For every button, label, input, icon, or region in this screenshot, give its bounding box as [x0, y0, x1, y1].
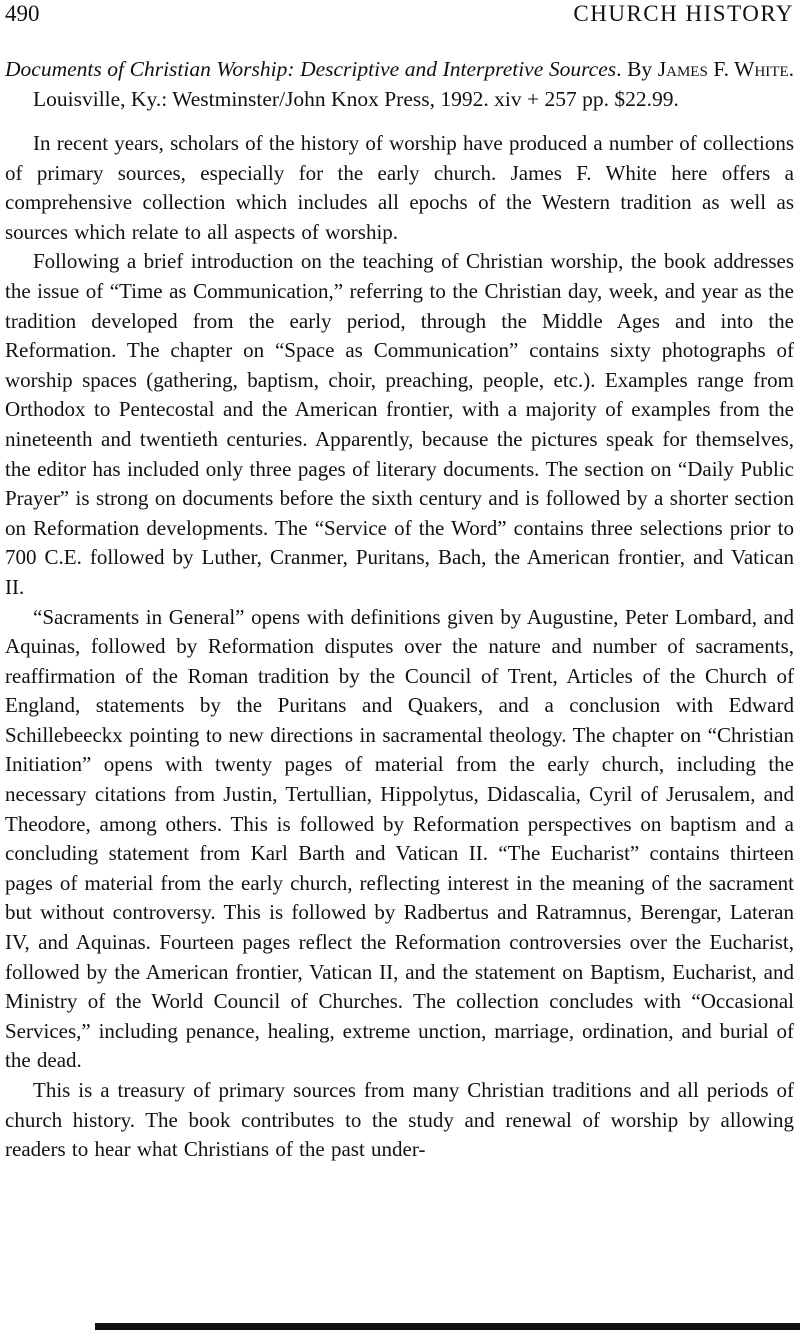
review-paragraph-2: Following a brief introduction on the teaching of Christian worship, the book addresses the issue of “Time as Communication,” referring to the Christian day, week, and year as the tradition developed from the early period, through the Middle Ages and into the Reformation. The chapter on “Space as Communication” contains sixty photographs of worship spaces (gathering, baptism, choir, preaching, people, etc.). Examples range from Orthodox to Pentecostal and the American frontier, with a majority of examples from the nineteenth and twentieth centuries. Apparently, because the pictures speak for themselves, the editor has included only three pages of literary documents. The section on “Daily Public Prayer” is strong on documents before the sixth century and is followed by a shorter section on Reformation developments. The “Service of the Word” contains three selections prior to 700 C.E. followed by Luther, Cranmer, Puritans, Bach, the American frontier, and Vatican II.	[5, 249, 794, 599]
citation-by-text: . By	[616, 57, 658, 81]
review-paragraph-1: In recent years, scholars of the history of worship have produced a number of collections of primary sources, especially for the early church. James F. White here offers a comprehensive collection which includes all epochs of the Western tradition as well as sources which relate to all aspects of worship.	[5, 131, 795, 244]
citation-publication: . Louisville, Ky.: Westminster/John Knox Press, 1992. xiv + 257 pp. $22.99.	[33, 57, 794, 111]
book-citation	[5, 54, 794, 114]
page-number: 490	[5, 1, 40, 26]
journal-title: CHURCH HISTORY	[573, 1, 794, 26]
page-header	[5, 2, 794, 26]
book-author: James F. White	[657, 57, 789, 81]
review-body	[5, 129, 794, 1165]
review-paragraph-4: This is a treasury of primary sources from many Christian traditions and all periods of church history. The book contributes to the study and renewal of worship by allowing readers to hear what Christians of the past under-	[5, 1078, 794, 1162]
book-title: Documents of Christian Worship: Descriptive and Interpretive Sources	[5, 57, 617, 81]
page-bottom-cutoff-artifact	[95, 1323, 800, 1330]
review-paragraph-3: “Sacraments in General” opens with definitions given by Augustine, Peter Lombard, and Aquinas, followed by Reformation disputes over the nature and number of sacraments, reaffirmation of the Roman tradition by the Council of Trent, Articles of the Church of England, statements by the Puritans and Quakers, and a conclusion with Edward Schillebeeckx pointing to new directions in sacramental theology. The chapter on “Christian Initiation” opens with twenty pages of material from the early church, including the necessary citations from Justin, Tertullian, Hippolytus, Didascalia, Cyril of Jerusalem, and Theodore, among others. This is followed by Reformation perspectives on baptism and a concluding statement from Karl Barth and Vatican II. “The Eucharist” contains thirteen pages of material from the early church, reflecting interest in the meaning of the sacrament but without controversy. This is followed by Radbertus and Ratramnus, Berengar, Lateran IV, and Aquinas. Fourteen pages reflect the Reformation controversies over the Eucharist, followed by the American frontier, Vatican II, and the statement on Baptism, Eucharist, and Ministry of the World Council of Churches. The collection concludes with “Occasional Services,” including penance, healing, extreme unction, marriage, ordination, and burial of the dead.	[5, 604, 794, 1073]
